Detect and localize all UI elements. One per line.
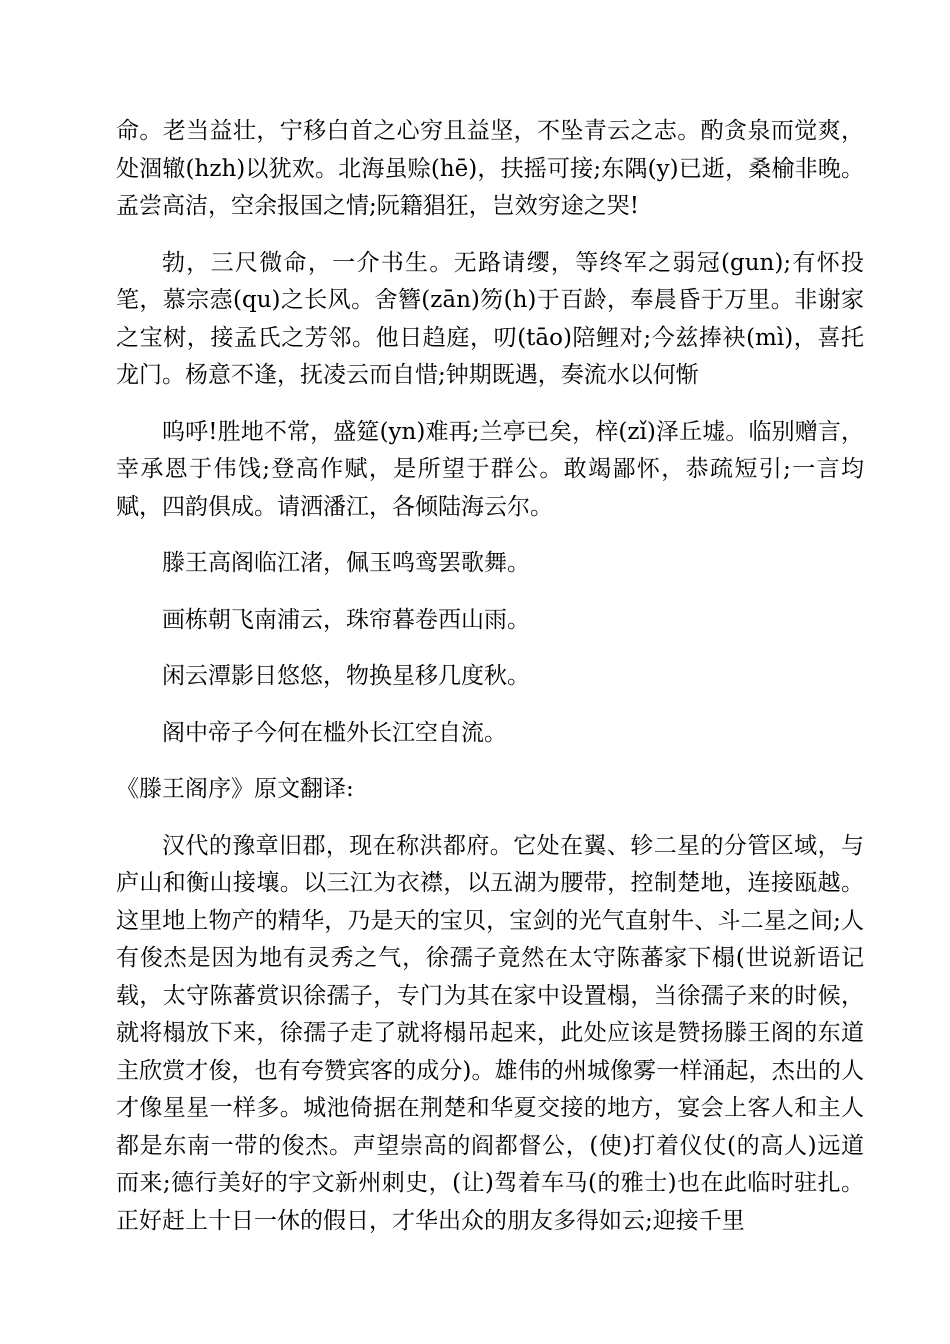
paragraph-continued: 命。老当益壮，宁移白首之心穷且益坚，不坠青云之志。酌贪泉而觉爽，处涸辙(hzh)以犹欢。北海虽赊(hē)，扶摇可接;东隅(y)已逝，桑榆非晚。孟尝高洁，空余报国之情;阮籍猖狂，岂效穷途之哭!	[116, 118, 864, 219]
poem-line-3: 闲云潭影日悠悠，物换星移几度秋。	[162, 663, 530, 689]
poem-line-2: 画栋朝飞南浦云，珠帘暮卷西山雨。	[162, 606, 530, 633]
paragraph-translation: 汉代的豫章旧郡，现在称洪都府。它处在翼、轸二星的分管区域，与庐山和衡山接壤。以三江为衣襟，以五湖为腰带，控制楚地，连接瓯越。这里地上物产的精华，乃是天的宝贝，宝剑的光气直射牛、斗二星之间;人有俊杰是因为地有灵秀之气，徐孺子竟然在太守陈蕃家下榻(世说新语记载，太守陈蕃赏识徐孺子，专门为其在家中设置榻，当徐孺子来的时候，就将榻放下来，徐孺子走了就将榻吊起来，此处应该是赞扬滕王阁的东道主欣赏才俊，也有夸赞宾客的成分)。雄伟的州城像雾一样涌起，杰出的人才像星星一样多。城池倚据在荆楚和华夏交接的地方，宴会上客人和主人都是东南一带的俊杰。声望崇高的阎都督公，(使)打着仪仗(的高人)远道而来;德行美好的宇文新州刺史，(让)驾着车马(的雅士)也在此临时驻扎。正好赶上十日一休的假日，才华出众的朋友多得如云;迎接千里	[116, 832, 864, 1234]
poem-line-4: 阁中帝子今何在槛外长江空自流。	[162, 719, 507, 746]
poem-line-1: 滕王高阁临江渚，佩玉鸣鸾罢歌舞。	[162, 550, 530, 576]
paragraph-bo-self-introduction: 勃，三尺微命，一介书生。无路请缨，等终军之弱冠(gun);有怀投笔，慕宗悫(qu)之长风。舍簪(zān)笏(h)于百龄，奉晨昏于万里。非谢家之宝树，接孟氏之芳邻。他日趋庭，叨(tāo)陪鲤对;今兹捧袂(mì)，喜托龙门。杨意不逢，抚凌云而自惜;钟期既遇，奏流水以何惭	[116, 249, 864, 388]
document-body	[116, 0, 864, 1240]
section-heading-translation: 《滕王阁序》原文翻译:	[116, 776, 354, 802]
paragraph-farewell: 呜呼!胜地不常，盛筵(yn)难再;兰亭已矣，梓(zǐ)泽丘墟。临别赠言，幸承恩于伟饯;登高作赋，是所望于群公。敢竭鄙怀，恭疏短引;一言均赋，四韵俱成。请洒潘江，各倾陆海云尔。	[116, 418, 864, 520]
